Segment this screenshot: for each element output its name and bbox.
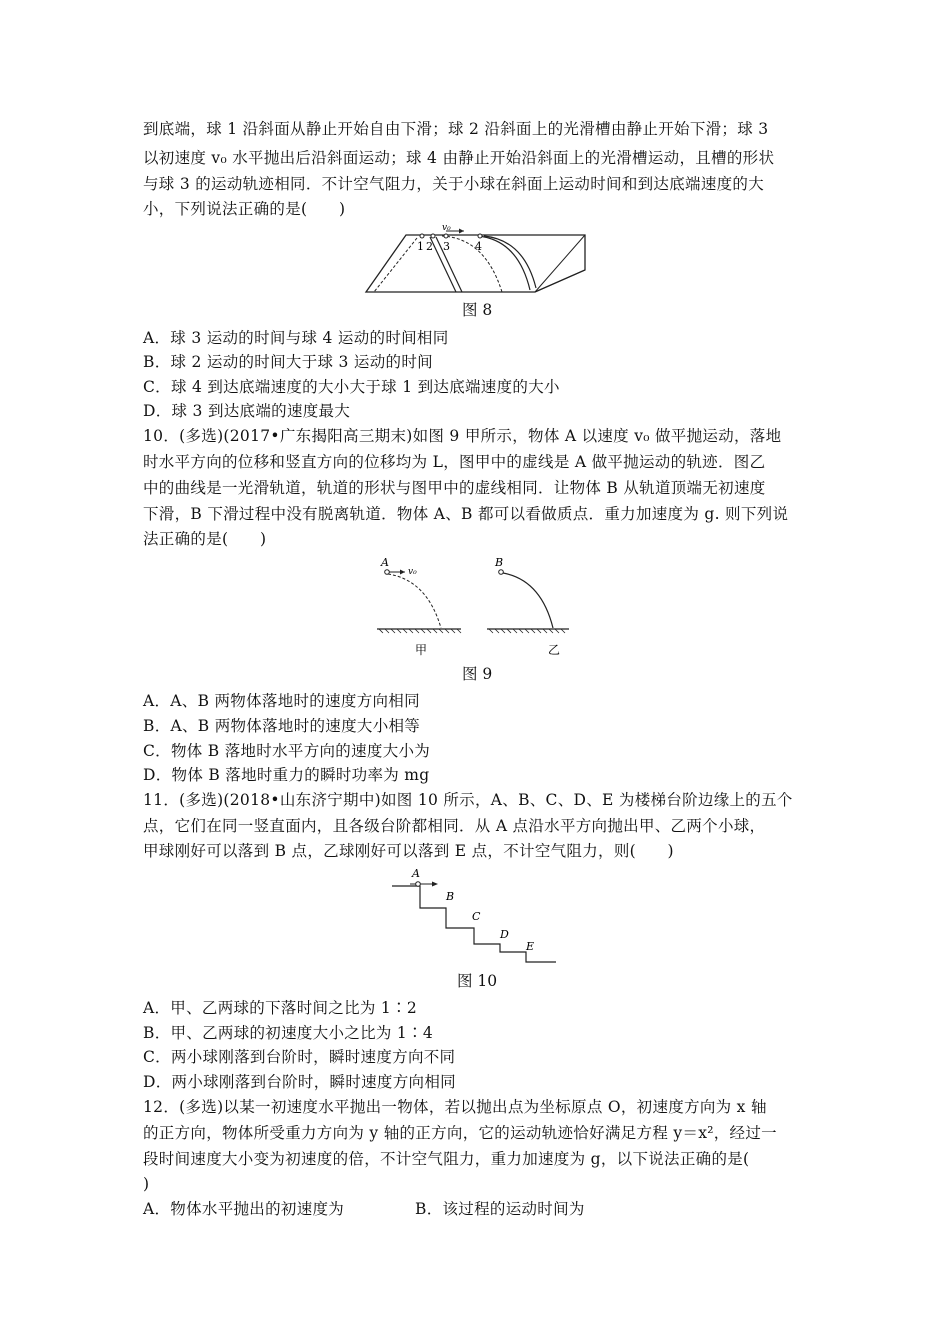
figure-10-caption: 图 10 bbox=[457, 972, 498, 990]
fig10-label-c: C bbox=[472, 910, 481, 923]
figure-9-diagram bbox=[375, 552, 575, 660]
q9-text-line-4: 小，下列说法正确的是( ) bbox=[143, 200, 346, 218]
q9-text-line-2: 以初速度 v₀ 水平抛出后沿斜面运动；球 4 由静止开始沿斜面上的光滑槽运动，且槽的形状 bbox=[143, 149, 775, 167]
fig9-sub-jia: 甲 bbox=[415, 643, 428, 657]
q11-text-line-2: 点，它们在同一竖直面内，且各级台阶都相同．从 A 点沿水平方向抛出甲、乙两个小球， bbox=[143, 817, 766, 835]
fig8-label-v0: v₀ bbox=[442, 224, 451, 233]
fig10-label-a: A bbox=[412, 867, 420, 880]
q11-option-a: A．甲、乙两球的下落时间之比为 1∶2 bbox=[143, 999, 418, 1017]
fig8-label-1: 1 bbox=[417, 240, 424, 253]
q11-option-d: D．两小球刚落到台阶时，瞬时速度方向相同 bbox=[143, 1073, 456, 1091]
q10-text-line-2: 时水平方向的位移和竖直方向的位移均为 L，图甲中的虚线是 A 做平抛运动的轨迹．图乙 bbox=[143, 453, 766, 471]
q10-option-d: D．物体 B 落地时重力的瞬时功率为 mg bbox=[143, 766, 430, 784]
q11-option-c: C．两小球刚落到台阶时，瞬时速度方向不同 bbox=[143, 1048, 456, 1066]
q9-option-c: C．球 4 到达底端速度的大小大于球 1 到达底端速度的大小 bbox=[143, 378, 560, 396]
q10-option-a: A．A、B 两物体落地时的速度方向相同 bbox=[143, 692, 420, 710]
figure-10-diagram bbox=[386, 864, 562, 964]
q9-text-line-3: 与球 3 的运动轨迹相同．不计空气阻力，关于小球在斜面上运动时间和到达底端速度的大 bbox=[143, 175, 765, 193]
q12-text-line-4: ) bbox=[143, 1175, 150, 1193]
fig9-sub-yi: 乙 bbox=[548, 643, 561, 657]
fig9-label-v0: v₀ bbox=[408, 567, 417, 577]
fig8-label-3: 3 bbox=[443, 240, 450, 253]
q12-option-a: A．物体水平抛出的初速度为 bbox=[143, 1200, 345, 1218]
q12-option-b: B．该过程的运动时间为 bbox=[415, 1200, 585, 1218]
fig10-label-d: D bbox=[500, 928, 509, 941]
q11-text-line-3: 甲球刚好可以落到 B 点，乙球刚好可以落到 E 点，不计空气阻力，则( ) bbox=[143, 842, 674, 860]
fig10-label-b: B bbox=[446, 890, 455, 903]
q11-text-line-1: 11．(多选)(2018•山东济宁期中)如图 10 所示，A、B、C、D、E 为楼梯台阶边缘上的五个 bbox=[143, 791, 793, 809]
q12-text-line-1: 12．(多选)以某一初速度水平抛出一物体，若以抛出点为坐标原点 O，初速度方向为 x 轴 bbox=[143, 1098, 767, 1116]
q9-option-a: A．球 3 运动的时间与球 4 运动的时间相同 bbox=[143, 329, 449, 347]
q10-text-line-1: 10．(多选)(2017•广东揭阳高三期末)如图 9 甲所示，物体 A 以速度 v₀ 做平抛运动，落地 bbox=[143, 427, 782, 445]
q10-text-line-3: 中的曲线是一光滑轨道，轨道的形状与图甲中的虚线相同．让物体 B 从轨道顶端无初速度 bbox=[143, 479, 766, 497]
q9-text-line-1: 到底端，球 1 沿斜面从静止开始自由下滑；球 2 沿斜面上的光滑槽由静止开始下滑；球 3 bbox=[143, 120, 769, 138]
fig9-label-a: A bbox=[381, 556, 389, 569]
q10-text-line-5: 法正确的是( ) bbox=[143, 530, 267, 548]
q11-option-b: B．甲、乙两球的初速度大小之比为 1∶4 bbox=[143, 1024, 434, 1042]
q9-option-b: B．球 2 运动的时间大于球 3 运动的时间 bbox=[143, 353, 433, 371]
q9-option-d: D．球 3 到达底端的速度最大 bbox=[143, 402, 351, 420]
figure-9-caption: 图 9 bbox=[462, 665, 493, 683]
figure-8-diagram bbox=[360, 224, 620, 296]
q12-text-line-2: 的正方向，物体所受重力方向为 y 轴的正方向，它的运动轨迹恰好满足方程 y＝x²，经过一 bbox=[143, 1124, 777, 1142]
fig10-label-e: E bbox=[526, 940, 535, 953]
q10-option-c: C．物体 B 落地时水平方向的速度大小为 bbox=[143, 742, 431, 760]
fig8-label-2: 2 bbox=[426, 240, 433, 253]
q10-text-line-4: 下滑，B 下滑过程中没有脱离轨道．物体 A、B 都可以看做质点．重力加速度为 g. 则下列说 bbox=[143, 505, 789, 523]
q12-text-line-3: 段时间速度大小变为初速度的倍，不计空气阻力，重力加速度为 g，以下说法正确的是( bbox=[143, 1150, 750, 1168]
fig9-label-b: B bbox=[495, 556, 504, 569]
figure-8-caption: 图 8 bbox=[462, 301, 493, 319]
fig8-label-4: 4 bbox=[475, 240, 482, 253]
q10-option-b: B．A、B 两物体落地时的速度大小相等 bbox=[143, 717, 421, 735]
